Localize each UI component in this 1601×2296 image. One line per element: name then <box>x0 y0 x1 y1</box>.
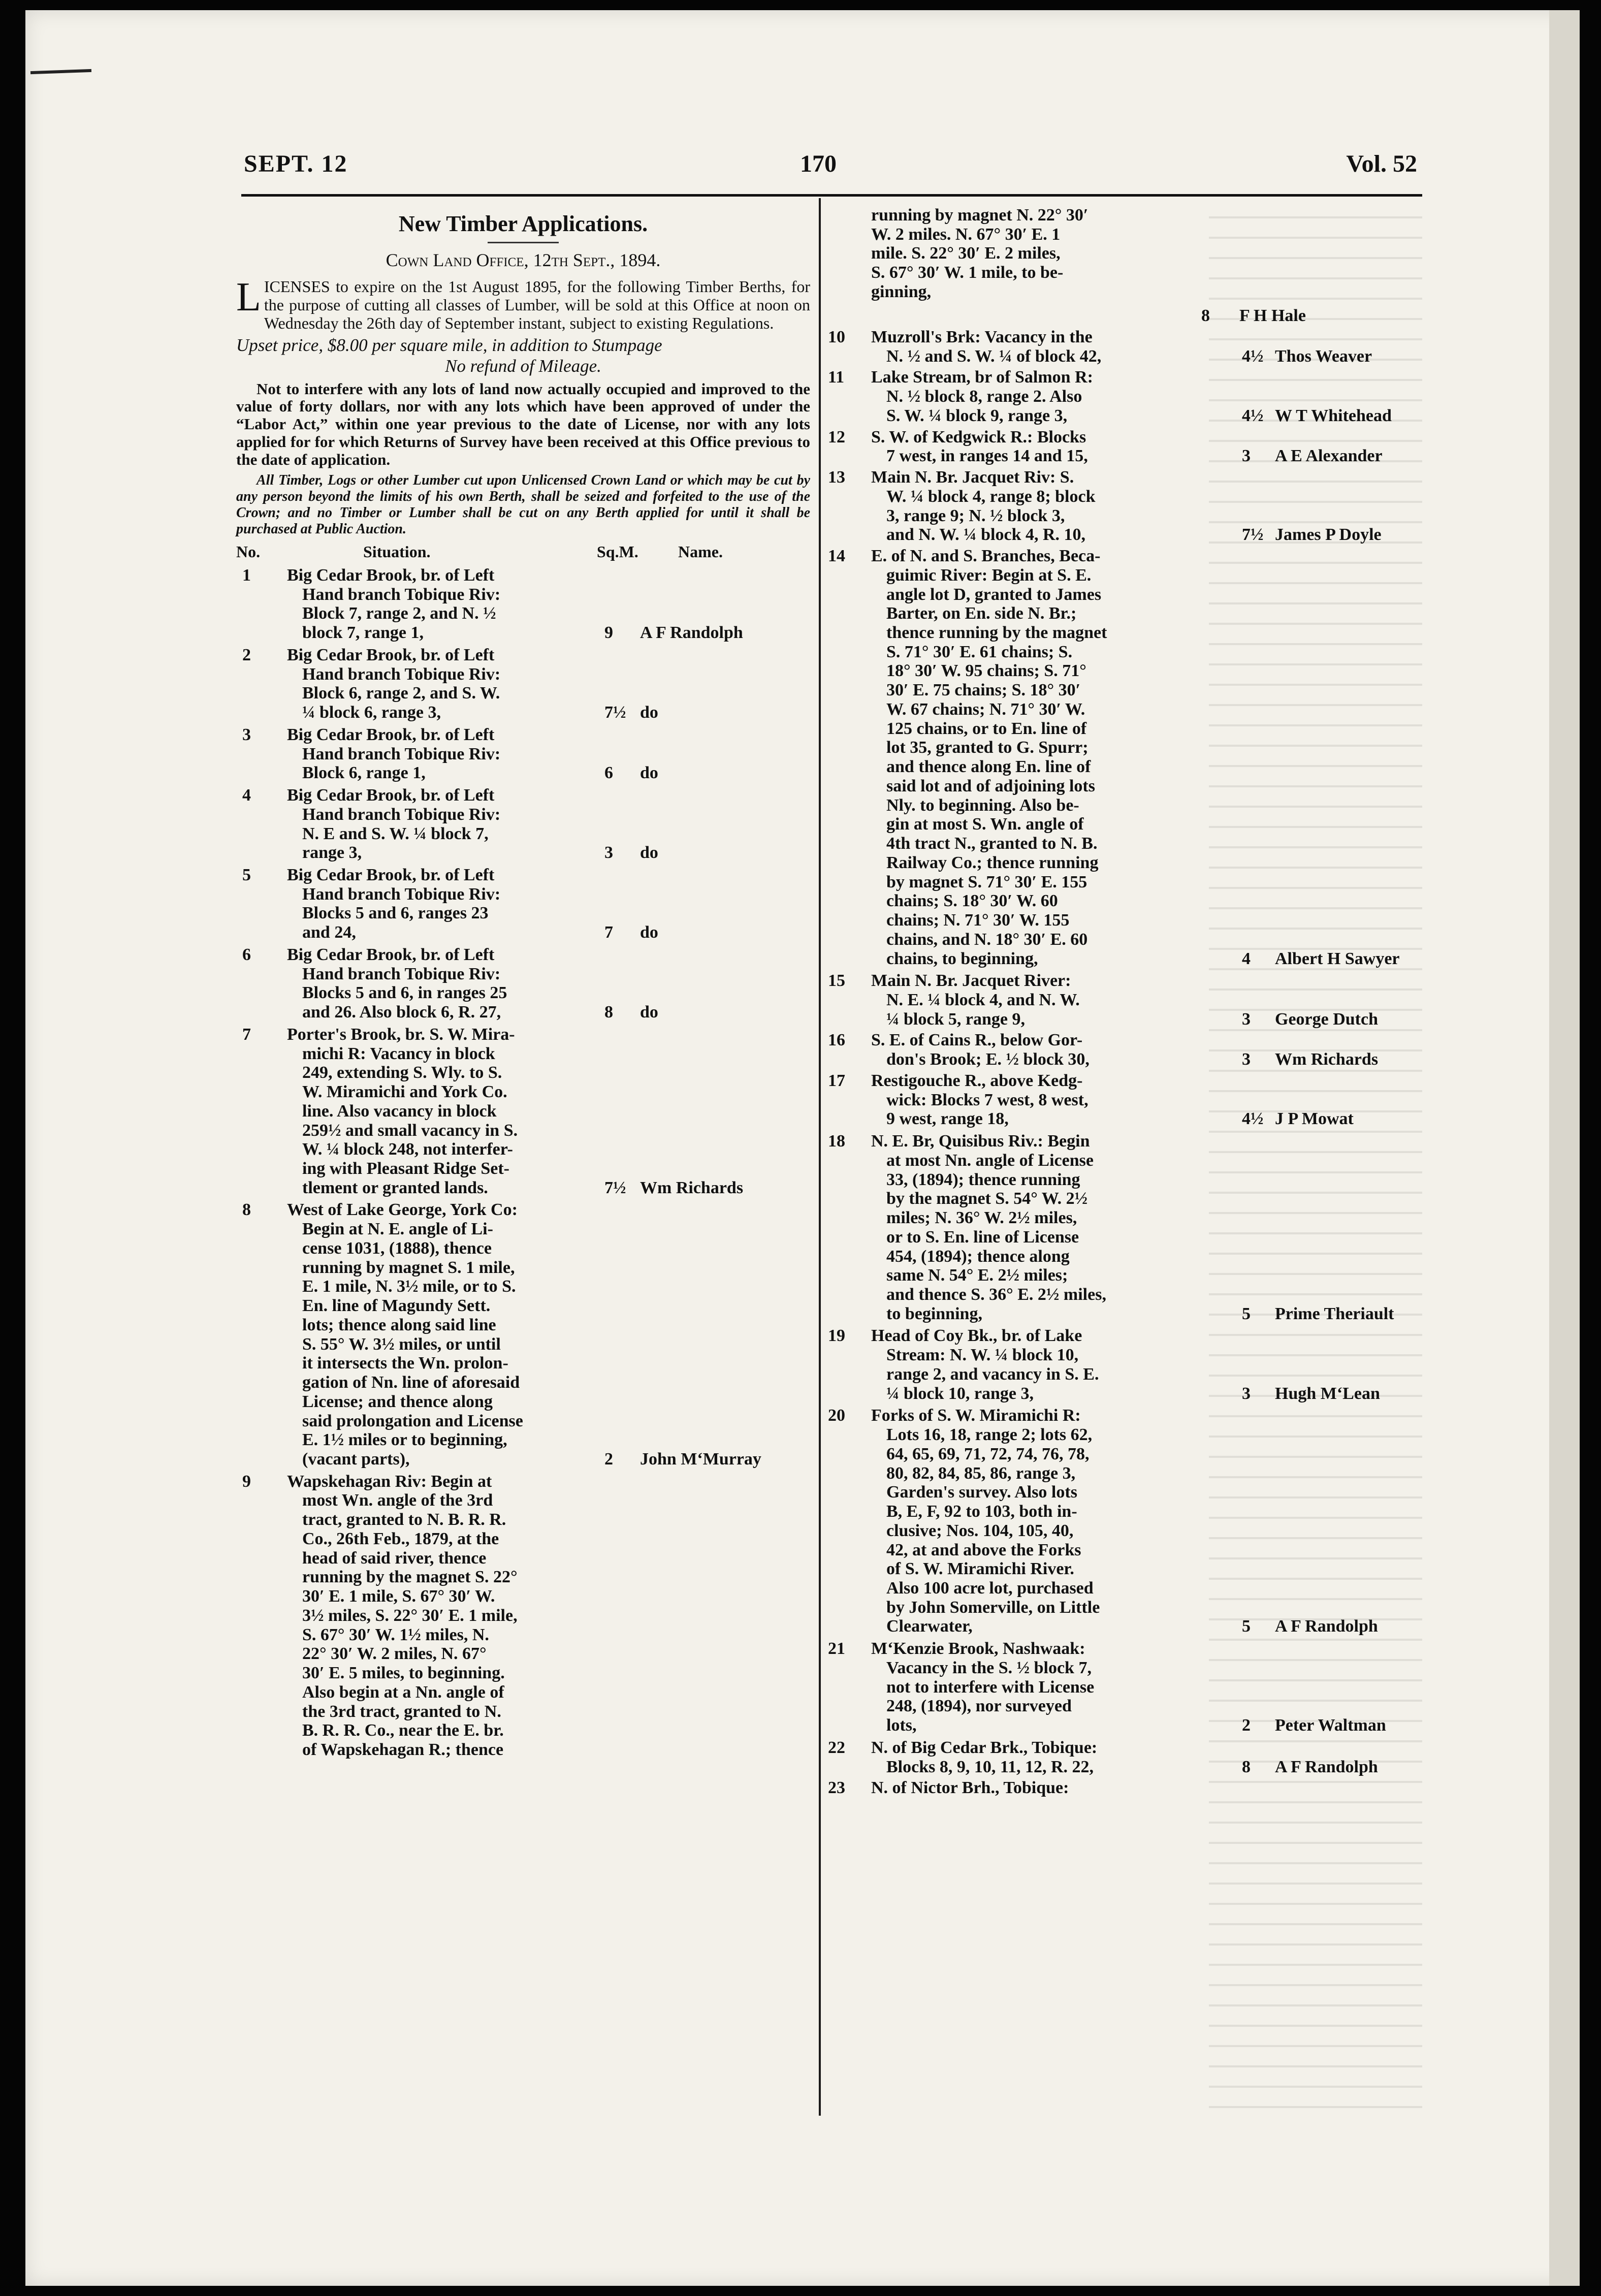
entry-name: James P Doyle <box>1275 525 1382 545</box>
title-rule <box>488 242 559 243</box>
heading-sqm: Sq.M. <box>597 542 638 561</box>
entry-situation: Big Cedar Brook, br. of Left Hand branch Tobique Riv: Block 6, range 2, and S. W. ¼ block 6, range 3, <box>287 645 501 722</box>
entry-situation: E. of N. and S. Branches, Beca- guimic River: Begin at S. E. angle lot D, granted to James Barter, on En. side N. Br.; thence running by the magnet S. 71° 30′ E. 61 chains; S. 18° 30′ W. 95 chains; S. 71° 30′ E. 75 chains; S. 18° 30′ W. 67 chains; N. 71° 30′ W. 125 chains, or to En. line of lot 35, granted to G. Spurr; and thence along En. line of said lot and of adjoining lots Nly. to beginning. Also be- gin at most S. Wn. angle of 4th tract N., granted to N. B. Railway Co.; thence running by magnet S. 71° 30′ E. 155 chains; S. 18° 30′ W. 60 chains; N. 71° 30′ W. 155 chains, and N. 18° 30′ E. 60 chains, to beginning, <box>871 547 1107 968</box>
entry-situation: Lake Stream, br of Salmon R: N. ½ block 8, range 2. Also S. W. ¼ block 9, range 3, <box>871 368 1093 425</box>
entry-name: Thos Weaver <box>1275 346 1372 366</box>
intro-text: ICENSES to expire on the 1st August 1895, for the following Timber Berths, for the purpose of cutting all classes of Lumber, will be sold at this Office at noon on Wednesday the 26th day of September instant, subject to existing Regulations. <box>264 277 810 332</box>
drop-cap: L <box>236 275 261 320</box>
entry-row <box>828 468 1427 545</box>
header-date: SEPT. 12 <box>244 150 348 177</box>
entry-number: 18 <box>828 1132 845 1151</box>
continuation-text: running by magnet N. 22° 30′ W. 2 miles. N. 67° 30′ E. 1 mile. S. 22° 30′ E. 2 miles, S. 67° 30′ W. 1 mile, to be- ginning, <box>871 206 1088 301</box>
entry-name: do <box>640 703 658 722</box>
ink-mark <box>30 69 91 74</box>
entry-sqm: 4½ <box>1242 1109 1264 1129</box>
entry-sqm: 9 <box>604 623 613 643</box>
entry-name: do <box>640 1003 658 1022</box>
entry-number: 12 <box>828 427 845 447</box>
entry-row <box>236 1472 810 1760</box>
entry-sqm: 8 <box>604 1003 613 1022</box>
entry-row <box>236 1025 810 1198</box>
entry-number: 19 <box>828 1326 845 1346</box>
entry-name: A F Randolph <box>1275 1757 1378 1776</box>
continued-entry <box>828 206 1427 326</box>
entry-row <box>236 1200 810 1469</box>
all-timber-paragraph: All Timber, Logs or other Lumber cut upon Unlicensed Crown Land or which may be cut by any person beyond the limits of his own Berth, shall be seized and forfeited to the use of the Crown; and no Timber or Lumber shall be cut on any Berth applied for until it shall be purchased at Public Auction. <box>236 472 810 537</box>
entry-situation: Muzroll's Brk: Vacancy in the N. ½ and S. W. ¼ of block 42, <box>871 328 1102 366</box>
entry-sqm: 3 <box>604 843 613 863</box>
entry-sqm: 7½ <box>1242 525 1264 545</box>
entry-situation: Head of Coy Bk., br. of Lake Stream: N. W. ¼ block 10, range 2, and vacancy in S. E. ¼ block 10, range 3, <box>871 1326 1099 1403</box>
entry-number: 2 <box>242 645 251 664</box>
entry-row <box>828 971 1427 1029</box>
newspaper-page <box>25 10 1580 2286</box>
entry-number: 13 <box>828 468 845 487</box>
entry-sqm: 3 <box>1242 1384 1251 1403</box>
entry-number: 22 <box>828 1738 845 1757</box>
entry-situation: Main N. Br. Jacquet River: N. E. ¼ block 4, and N. W. ¼ block 5, range 9, <box>871 971 1080 1029</box>
entry-number: 3 <box>242 725 251 744</box>
entry-sqm: 4½ <box>1242 406 1264 425</box>
entry-row <box>828 1031 1427 1069</box>
entry-sqm: 3 <box>1242 447 1251 466</box>
entry-row <box>828 328 1427 366</box>
entry-sqm: 5 <box>1242 1304 1251 1323</box>
entry-name: Albert H Sawyer <box>1275 949 1400 968</box>
entry-row <box>828 428 1427 466</box>
entry-name: A F Randolph <box>1275 1617 1378 1636</box>
entry-sqm: 4 <box>1242 949 1251 968</box>
entry-name: Hugh M‘Lean <box>1275 1384 1380 1403</box>
entry-name: George Dutch <box>1275 1009 1379 1029</box>
entry-situation: Restigouche R., above Kedg- wick: Blocks 7 west, 8 west, 9 west, range 18, <box>871 1071 1088 1129</box>
upset-price: Upset price, $8.00 per square mile, in addition to Stumpage <box>236 335 662 356</box>
entry-name: W T Whitehead <box>1275 406 1392 425</box>
heading-name: Name. <box>678 542 723 561</box>
no-refund: No refund of Mileage. <box>445 356 601 376</box>
entry-name: A F Randolph <box>640 623 743 643</box>
entry-row <box>828 368 1427 425</box>
entry-number: 16 <box>828 1031 845 1050</box>
entry-situation: Forks of S. W. Miramichi R: Lots 16, 18, range 2; lots 62, 64, 65, 69, 71, 72, 74, 76, 78, 80, 82, 84, 85, 86, range 3, Garden's survey. Also lots B, E, F, 92 to 103, both in- clusive; Nos. 104, 105, 40, 42, at and above the Forks of S. W. Miramichi River. Also 100 acre lot, purchased by John Somerville, on Little Clearwater, <box>871 1406 1100 1636</box>
entry-situation: Big Cedar Brook, br. of Left Hand branch Tobique Riv: Block 7, range 2, and N. ½ block 7, range 1, <box>287 565 501 643</box>
entry-situation: N. E. Br, Quisibus Riv.: Begin at most Nn. angle of License 33, (1894); thence running by the magnet S. 54° W. 2½ miles; N. 36° W. 2½ miles, or to S. En. line of License 454, (1894); thence along same N. 54° E. 2½ miles; and thence S. 36° E. 2½ miles, to beginning, <box>871 1132 1106 1323</box>
entry-sqm: 8 <box>1242 1757 1251 1776</box>
entry-number: 20 <box>828 1406 845 1425</box>
entry-name: Prime Theriault <box>1275 1304 1394 1323</box>
entry-number: 14 <box>828 547 845 566</box>
entry-row <box>828 1132 1427 1323</box>
entry-situation: M‘Kenzie Brook, Nashwaak: Vacancy in the S. ½ block 7, not to interfere with License 248, (1894), nor surveyed lots, <box>871 1639 1095 1735</box>
entry-row <box>828 1778 1427 1798</box>
entry-number: 23 <box>828 1778 845 1798</box>
entry-number: 7 <box>242 1025 251 1044</box>
column-divider <box>819 198 821 2116</box>
entry-sqm: 7½ <box>604 1178 626 1197</box>
office-dateline: Cown Land Office, 12th Sept., 1894. <box>386 250 661 270</box>
entry-sqm: 6 <box>604 763 613 783</box>
entry-situation: Big Cedar Brook, br. of Left Hand branch Tobique Riv: N. E and S. W. ¼ block 7, range 3, <box>287 786 501 863</box>
entry-sqm: 7 <box>604 923 613 942</box>
entry-sqm: 3 <box>1242 1050 1251 1069</box>
entry-sqm: 8 <box>1201 306 1210 326</box>
entry-situation: N. of Big Cedar Brk., Tobique: Blocks 8, 9, 10, 11, 12, R. 22, <box>871 1738 1098 1776</box>
entry-name: Wm Richards <box>1275 1050 1379 1069</box>
entry-situation: N. of Nictor Brh., Tobique: <box>871 1778 1069 1798</box>
entry-number: 15 <box>828 971 845 991</box>
entry-name: J P Mowat <box>1275 1109 1354 1129</box>
entry-number: 21 <box>828 1639 845 1659</box>
entry-row <box>236 646 810 722</box>
entry-name: do <box>640 923 658 942</box>
page-edge <box>1549 10 1580 2286</box>
entry-situation: Big Cedar Brook, br. of Left Hand branch Tobique Riv: Block 6, range 1, <box>287 725 501 783</box>
entry-row <box>236 945 810 1022</box>
entry-number: 9 <box>242 1472 251 1491</box>
not-interfere-paragraph: Not to interfere with any lots of land now actually occupied and improved to the value of forty dollars, nor with any lots which have been approved of under the “Labor Act,” within one year previous to the date of License, nor with any lots applied for for which Returns of Survey have been received at this Office previous to the date of application. <box>236 379 810 468</box>
page-header <box>244 150 1417 190</box>
entry-row <box>828 1326 1427 1403</box>
entry-number: 6 <box>242 945 251 964</box>
entry-situation: S. W. of Kedgwick R.: Blocks 7 west, in ranges 14 and 15, <box>871 427 1088 466</box>
entry-name: Wm Richards <box>640 1178 744 1197</box>
entry-name: A E Alexander <box>1275 447 1383 466</box>
entry-situation: Porter's Brook, br. S. W. Mira- michi R: Vacancy in block 249, extending S. Wly. to S. W. Miramichi and York Co. line. Also vacancy in block 259½ and small vacancy in S. W. ¼ block 248, not interfer- ing with Pleasant Ridge Set- tlement or granted lands. <box>287 1025 518 1197</box>
entry-row <box>236 566 810 643</box>
entry-situation: Wapskehagan Riv: Begin at most Wn. angle of the 3rd tract, granted to N. B. R. R. Co., 26th Feb., 1879, at the head of said river, thence running by the magnet S. 22° 30′ E. 1 mile, S. 67° 30′ W. 3½ miles, S. 22° 30′ E. 1 mile, S. 67° 30′ W. 1½ miles, N. 22° 30′ W. 2 miles, N. 67° 30′ E. 5 miles, to beginning. Also begin at a Nn. angle of the 3rd tract, granted to N. B. R. R. Co., near the E. br. of Wapskehagan R.; thence <box>287 1472 518 1760</box>
entry-name: John M‘Murray <box>640 1450 761 1469</box>
header-rule <box>241 194 1422 197</box>
entry-sqm: 3 <box>1242 1009 1251 1029</box>
entry-number: 4 <box>242 786 251 805</box>
entry-name: F H Hale <box>1239 306 1306 326</box>
entry-row <box>828 1071 1427 1129</box>
entry-number: 5 <box>242 865 251 884</box>
entry-list-right <box>828 328 1427 1798</box>
column-left <box>236 206 810 1760</box>
entry-name: do <box>640 843 658 863</box>
entry-list-left <box>236 566 810 1760</box>
heading-no: No. <box>236 542 261 561</box>
column-right <box>828 206 1427 1798</box>
entry-situation: Big Cedar Brook, br. of Left Hand branch Tobique Riv: Blocks 5 and 6, ranges 23 and 24, <box>287 865 501 942</box>
entry-number: 1 <box>242 565 251 585</box>
entry-situation: Main N. Br. Jacquet Riv: S. W. ¼ block 4, range 8; block 3, range 9; N. ½ block 3, and N. W. ¼ block 4, R. 10, <box>871 468 1096 545</box>
column-headings <box>236 543 810 566</box>
entry-situation: Big Cedar Brook, br. of Left Hand branch Tobique Riv: Blocks 5 and 6, in ranges 25 and 26. Also block 6, R. 27, <box>287 945 507 1022</box>
intro-paragraph <box>236 275 810 332</box>
header-volume: Vol. 52 <box>1346 150 1417 177</box>
entry-number: 8 <box>242 1200 251 1220</box>
entry-situation: S. E. of Cains R., below Gor- don's Brook; E. ½ block 30, <box>871 1031 1090 1069</box>
entry-row <box>236 786 810 863</box>
entry-sqm: 4½ <box>1242 346 1264 366</box>
entry-row <box>828 547 1427 968</box>
entry-sqm: 5 <box>1242 1617 1251 1636</box>
entry-name: Peter Waltman <box>1275 1716 1386 1735</box>
entry-sqm: 2 <box>1242 1716 1251 1735</box>
heading-situation: Situation. <box>363 542 431 561</box>
article-title: New Timber Applications. <box>398 211 648 236</box>
entry-situation: West of Lake George, York Co: Begin at N. E. angle of Li- cense 1031, (1888), thence running by magnet S. 1 mile, E. 1 mile, N. 3½ mile, or to S. En. line of Magundy Sett. lots; thence along said line S. 55° W. 3½ miles, or until it intersects the Wn. prolon- gation of Nn. line of aforesaid License; and thence along said prolongation and License E. 1½ miles or to beginning, (vacant parts), <box>287 1200 523 1469</box>
entry-row <box>828 1406 1427 1636</box>
entry-name: do <box>640 763 658 783</box>
entry-number: 10 <box>828 328 845 346</box>
entry-number: 11 <box>828 368 845 387</box>
entry-row <box>236 725 810 783</box>
entry-sqm: 2 <box>604 1450 613 1469</box>
entry-row <box>828 1738 1427 1776</box>
entry-number: 17 <box>828 1071 845 1090</box>
page-number: 170 <box>800 150 837 177</box>
entry-row <box>828 1639 1427 1735</box>
entry-row <box>236 866 810 942</box>
entry-sqm: 7½ <box>604 703 626 722</box>
